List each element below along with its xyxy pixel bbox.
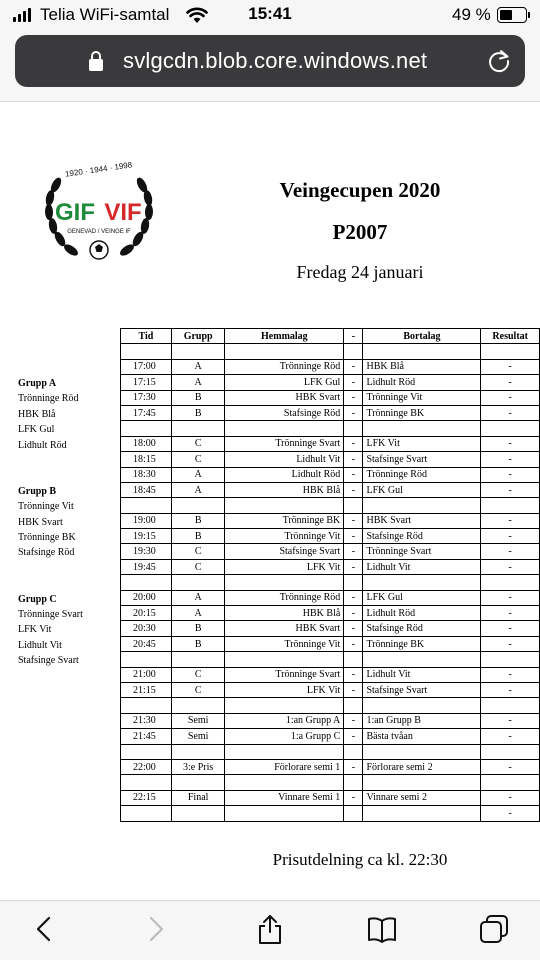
group-team: Trönninge BK bbox=[18, 532, 76, 544]
cell-tid: 21:30 bbox=[121, 713, 172, 728]
cell-hem bbox=[225, 806, 344, 821]
table-row bbox=[121, 390, 540, 405]
cell-res: - bbox=[481, 590, 540, 605]
table-row bbox=[121, 575, 540, 590]
prize-ceremony-text: Prisutdelning ca kl. 22:30 bbox=[272, 850, 448, 869]
cell-grupp: A bbox=[171, 606, 225, 621]
cell-dash: - bbox=[344, 544, 363, 559]
table-row bbox=[121, 775, 540, 790]
logo-years: 1920 · 1944 · 1998 bbox=[64, 160, 133, 179]
cell-bort bbox=[363, 698, 481, 713]
table-row bbox=[121, 621, 540, 636]
cell-res: - bbox=[481, 482, 540, 497]
cell-grupp: C bbox=[171, 544, 225, 559]
cell-tid: 19:15 bbox=[121, 529, 172, 544]
group-list bbox=[18, 376, 128, 669]
cell-hem: LFK Vit bbox=[225, 682, 344, 697]
cell-grupp: B bbox=[171, 636, 225, 651]
group-team: Stafsinge Svart bbox=[18, 655, 79, 667]
cell-bort: Bästa tvåan bbox=[363, 729, 481, 744]
cell-grupp bbox=[171, 498, 225, 513]
header-grupp: Grupp bbox=[171, 329, 225, 344]
cell-bort: Lidhult Röd bbox=[363, 606, 481, 621]
cell-tid bbox=[121, 421, 172, 436]
cell-dash bbox=[344, 652, 363, 667]
cell-dash: - bbox=[344, 359, 363, 374]
browser-header bbox=[0, 30, 540, 102]
address-bar[interactable] bbox=[15, 35, 525, 87]
document-title: Veingecupen 2020 bbox=[279, 178, 441, 202]
table-row bbox=[121, 759, 540, 774]
cell-res bbox=[481, 775, 540, 790]
cell-res bbox=[481, 575, 540, 590]
cell-hem bbox=[225, 652, 344, 667]
cell-tid: 20:00 bbox=[121, 590, 172, 605]
cell-tid: 19:30 bbox=[121, 544, 172, 559]
cell-tid: 17:45 bbox=[121, 405, 172, 420]
cell-res bbox=[481, 744, 540, 759]
cell-dash: - bbox=[344, 606, 363, 621]
cell-res bbox=[481, 698, 540, 713]
table-row bbox=[121, 606, 540, 621]
cell-res: - bbox=[481, 513, 540, 528]
cell-bort: HBK Blå bbox=[363, 359, 481, 374]
cell-hem bbox=[225, 421, 344, 436]
header-hemmalag: Hemmalag bbox=[225, 329, 344, 344]
cell-dash: - bbox=[344, 375, 363, 390]
header-tid: Tid bbox=[121, 329, 172, 344]
table-row bbox=[121, 698, 540, 713]
cell-bort: LFK Vit bbox=[363, 436, 481, 451]
cell-dash bbox=[344, 698, 363, 713]
cell-tid: 19:00 bbox=[121, 513, 172, 528]
cell-dash: - bbox=[344, 790, 363, 805]
cell-bort bbox=[363, 806, 481, 821]
cell-res: - bbox=[481, 636, 540, 651]
cell-grupp: B bbox=[171, 529, 225, 544]
cell-bort: Stafsinge Svart bbox=[363, 452, 481, 467]
group-team: Trönninge Svart bbox=[18, 609, 83, 621]
cell-tid bbox=[121, 698, 172, 713]
cell-tid: 17:30 bbox=[121, 390, 172, 405]
group-team: Stafsinge Röd bbox=[18, 547, 75, 559]
cell-tid: 21:00 bbox=[121, 667, 172, 682]
cell-grupp: 3:e Pris bbox=[171, 759, 225, 774]
cell-dash: - bbox=[344, 729, 363, 744]
cell-bort: Lidhult Vit bbox=[363, 559, 481, 574]
cell-bort: Vinnare semi 2 bbox=[363, 790, 481, 805]
cell-bort bbox=[363, 575, 481, 590]
cell-dash: - bbox=[344, 682, 363, 697]
table-row bbox=[121, 498, 540, 513]
group-title: Grupp A bbox=[18, 378, 57, 389]
table-row bbox=[121, 482, 540, 497]
cell-bort: Lidhult Röd bbox=[363, 375, 481, 390]
cell-dash: - bbox=[344, 559, 363, 574]
group-team: Lidhult Röd bbox=[18, 439, 67, 451]
cell-hem: Lidhult Vit bbox=[225, 452, 344, 467]
group-team: LFK Gul bbox=[18, 424, 55, 436]
browser-toolbar bbox=[0, 900, 540, 960]
cell-grupp: B bbox=[171, 405, 225, 420]
cell-grupp: A bbox=[171, 359, 225, 374]
reload-icon[interactable] bbox=[486, 48, 512, 74]
group-team: Trönninge Vit bbox=[18, 501, 74, 513]
cell-grupp bbox=[171, 421, 225, 436]
cell-res: - bbox=[481, 790, 540, 805]
table-row bbox=[121, 559, 540, 574]
table-row bbox=[121, 713, 540, 728]
group-team: HBK Svart bbox=[18, 516, 63, 528]
table-row bbox=[121, 636, 540, 651]
cell-res: - bbox=[481, 713, 540, 728]
bookmarks-icon[interactable] bbox=[366, 913, 398, 945]
tabs-icon[interactable] bbox=[478, 913, 510, 945]
cell-res: - bbox=[481, 559, 540, 574]
cell-bort: Lidhult Vit bbox=[363, 667, 481, 682]
cell-hem: HBK Svart bbox=[225, 390, 344, 405]
cell-bort: HBK Svart bbox=[363, 513, 481, 528]
table-row bbox=[121, 790, 540, 805]
carrier-name: Telia WiFi-samtal bbox=[40, 5, 170, 24]
cell-dash: - bbox=[344, 436, 363, 451]
cell-grupp: B bbox=[171, 621, 225, 636]
table-row bbox=[121, 436, 540, 451]
cell-grupp: C bbox=[171, 559, 225, 574]
cell-bort: Trönninge Vit bbox=[363, 390, 481, 405]
cell-hem: Trönninge Vit bbox=[225, 529, 344, 544]
cell-res: - bbox=[481, 405, 540, 420]
lock-icon bbox=[88, 50, 104, 72]
cell-dash: - bbox=[344, 636, 363, 651]
cell-res: - bbox=[481, 375, 540, 390]
battery-percent: 49 % bbox=[452, 5, 491, 24]
cell-tid bbox=[121, 744, 172, 759]
cell-hem bbox=[225, 775, 344, 790]
cell-res: - bbox=[481, 667, 540, 682]
cell-hem: HBK Blå bbox=[225, 482, 344, 497]
cell-tid: 19:45 bbox=[121, 559, 172, 574]
logo-gif: GIF bbox=[55, 199, 95, 226]
cell-grupp: C bbox=[171, 452, 225, 467]
status-bar bbox=[0, 0, 540, 30]
cell-res: - bbox=[481, 806, 540, 821]
back-icon[interactable] bbox=[28, 913, 60, 945]
cell-grupp bbox=[171, 698, 225, 713]
cell-tid: 18:30 bbox=[121, 467, 172, 482]
cell-bort bbox=[363, 775, 481, 790]
table-row bbox=[121, 590, 540, 605]
cell-res: - bbox=[481, 759, 540, 774]
cell-bort bbox=[363, 498, 481, 513]
cell-res: - bbox=[481, 390, 540, 405]
cell-dash: - bbox=[344, 452, 363, 467]
table-row bbox=[121, 467, 540, 482]
group-team: Lidhult Vit bbox=[18, 639, 62, 651]
cell-hem: 1:a Grupp C bbox=[225, 729, 344, 744]
cell-dash bbox=[344, 775, 363, 790]
document-class: P2007 bbox=[332, 220, 388, 244]
wifi-icon bbox=[186, 6, 208, 24]
cell-hem: Trönninge Svart bbox=[225, 436, 344, 451]
cell-tid bbox=[121, 344, 172, 359]
table-row bbox=[121, 513, 540, 528]
cell-grupp bbox=[171, 575, 225, 590]
document-date: Fredag 24 januari bbox=[296, 262, 424, 282]
group-title: Grupp B bbox=[18, 485, 57, 497]
cell-grupp bbox=[171, 344, 225, 359]
header-dash: - bbox=[344, 329, 363, 344]
cell-tid: 17:15 bbox=[121, 375, 172, 390]
logo-vif: VIF bbox=[104, 199, 142, 226]
cell-grupp: A bbox=[171, 375, 225, 390]
cell-grupp bbox=[171, 744, 225, 759]
cell-grupp: B bbox=[171, 513, 225, 528]
table-row bbox=[121, 652, 540, 667]
battery-level bbox=[500, 10, 512, 20]
table-header-row bbox=[121, 329, 540, 344]
cell-res: - bbox=[481, 544, 540, 559]
url-text[interactable]: svlgcdn.blob.core.windows.net bbox=[123, 48, 428, 73]
cell-hem: Lidhult Röd bbox=[225, 467, 344, 482]
cell-bort bbox=[363, 744, 481, 759]
cell-tid bbox=[121, 498, 172, 513]
cell-hem: Stafsinge Svart bbox=[225, 544, 344, 559]
cell-hem: Förlorare semi 1 bbox=[225, 759, 344, 774]
cell-res bbox=[481, 652, 540, 667]
cell-dash bbox=[344, 421, 363, 436]
cell-bort: LFK Gul bbox=[363, 482, 481, 497]
pdf-document bbox=[0, 102, 540, 900]
cell-hem: Trönninge Vit bbox=[225, 636, 344, 651]
cell-res: - bbox=[481, 436, 540, 451]
table-row bbox=[121, 421, 540, 436]
cell-grupp: Semi bbox=[171, 729, 225, 744]
cell-res bbox=[481, 344, 540, 359]
cell-dash: - bbox=[344, 621, 363, 636]
group-team: LFK Vit bbox=[18, 624, 52, 636]
cell-tid bbox=[121, 775, 172, 790]
group-team: HBK Blå bbox=[18, 408, 56, 420]
cell-hem: 1:an Grupp A bbox=[225, 713, 344, 728]
cell-res: - bbox=[481, 359, 540, 374]
table-row bbox=[121, 544, 540, 559]
table-row bbox=[121, 452, 540, 467]
cell-tid bbox=[121, 575, 172, 590]
cell-bort: Stafsinge Svart bbox=[363, 682, 481, 697]
cell-tid: 22:00 bbox=[121, 759, 172, 774]
cell-res bbox=[481, 498, 540, 513]
cell-grupp: A bbox=[171, 482, 225, 497]
table-row bbox=[121, 375, 540, 390]
cell-dash bbox=[344, 744, 363, 759]
table-row bbox=[121, 667, 540, 682]
cell-tid bbox=[121, 806, 172, 821]
cell-grupp bbox=[171, 652, 225, 667]
cell-dash: - bbox=[344, 482, 363, 497]
club-logo bbox=[34, 154, 164, 274]
logo-motto: GENEVAD / VEINGE IF bbox=[67, 229, 131, 235]
table-row bbox=[121, 405, 540, 420]
cell-bort: Trönninge Svart bbox=[363, 544, 481, 559]
cell-tid: 21:15 bbox=[121, 682, 172, 697]
cell-res: - bbox=[481, 606, 540, 621]
cell-dash bbox=[344, 498, 363, 513]
group-title: Grupp C bbox=[18, 593, 57, 605]
cell-dash: - bbox=[344, 513, 363, 528]
cell-bort: Förlorare semi 2 bbox=[363, 759, 481, 774]
cell-dash: - bbox=[344, 467, 363, 482]
cell-tid: 18:15 bbox=[121, 452, 172, 467]
cell-tid: 17:00 bbox=[121, 359, 172, 374]
cell-dash: - bbox=[344, 590, 363, 605]
cell-hem bbox=[225, 575, 344, 590]
cell-hem bbox=[225, 344, 344, 359]
cell-dash bbox=[344, 806, 363, 821]
cell-grupp bbox=[171, 806, 225, 821]
cell-dash bbox=[344, 344, 363, 359]
cell-grupp: C bbox=[171, 667, 225, 682]
cell-dash: - bbox=[344, 759, 363, 774]
cell-hem: LFK Vit bbox=[225, 559, 344, 574]
cell-bort bbox=[363, 344, 481, 359]
cell-res bbox=[481, 421, 540, 436]
cell-hem: Trönninge BK bbox=[225, 513, 344, 528]
cell-bort bbox=[363, 421, 481, 436]
table-row bbox=[121, 806, 540, 821]
cell-tid bbox=[121, 652, 172, 667]
cell-tid: 18:45 bbox=[121, 482, 172, 497]
cell-dash: - bbox=[344, 405, 363, 420]
cell-hem: Trönninge Svart bbox=[225, 667, 344, 682]
cell-grupp bbox=[171, 775, 225, 790]
cell-bort: Stafsinge Röd bbox=[363, 529, 481, 544]
table-row bbox=[121, 729, 540, 744]
cell-hem: Vinnare Semi 1 bbox=[225, 790, 344, 805]
cell-res: - bbox=[481, 529, 540, 544]
cell-dash: - bbox=[344, 713, 363, 728]
cell-bort: Trönninge Röd bbox=[363, 467, 481, 482]
cell-dash: - bbox=[344, 667, 363, 682]
cell-tid: 20:15 bbox=[121, 606, 172, 621]
cell-grupp: C bbox=[171, 436, 225, 451]
cell-hem bbox=[225, 698, 344, 713]
cell-bort: Stafsinge Röd bbox=[363, 621, 481, 636]
cell-res: - bbox=[481, 467, 540, 482]
table-row bbox=[121, 682, 540, 697]
cell-dash: - bbox=[344, 390, 363, 405]
cell-tid: 22:15 bbox=[121, 790, 172, 805]
cell-grupp: A bbox=[171, 590, 225, 605]
forward-icon[interactable] bbox=[140, 913, 172, 945]
table-row bbox=[121, 344, 540, 359]
cell-hem: LFK Gul bbox=[225, 375, 344, 390]
cell-hem: Trönninge Röd bbox=[225, 590, 344, 605]
signal-icon bbox=[13, 8, 33, 22]
group-team: Trönninge Röd bbox=[18, 393, 79, 405]
cell-hem: Stafsinge Röd bbox=[225, 405, 344, 420]
cell-bort: 1:an Grupp B bbox=[363, 713, 481, 728]
cell-bort: Trönninge BK bbox=[363, 405, 481, 420]
cell-grupp: Final bbox=[171, 790, 225, 805]
cell-tid: 20:30 bbox=[121, 621, 172, 636]
cell-bort: LFK Gul bbox=[363, 590, 481, 605]
table-row bbox=[121, 744, 540, 759]
table-row bbox=[121, 359, 540, 374]
cell-res: - bbox=[481, 729, 540, 744]
cell-bort: Trönninge BK bbox=[363, 636, 481, 651]
header-resultat: Resultat bbox=[481, 329, 540, 344]
header-bortalag: Bortalag bbox=[363, 329, 481, 344]
cell-tid: 20:45 bbox=[121, 636, 172, 651]
cell-res: - bbox=[481, 621, 540, 636]
cell-dash: - bbox=[344, 529, 363, 544]
cell-tid: 21:45 bbox=[121, 729, 172, 744]
cell-res: - bbox=[481, 452, 540, 467]
cell-tid: 18:00 bbox=[121, 436, 172, 451]
table-row bbox=[121, 529, 540, 544]
schedule-table bbox=[120, 328, 540, 822]
cell-hem: Trönninge Röd bbox=[225, 359, 344, 374]
cell-hem: HBK Svart bbox=[225, 621, 344, 636]
cell-hem: HBK Blå bbox=[225, 606, 344, 621]
cell-grupp: B bbox=[171, 390, 225, 405]
cell-grupp: Semi bbox=[171, 713, 225, 728]
cell-dash bbox=[344, 575, 363, 590]
cell-grupp: A bbox=[171, 467, 225, 482]
clock: 15:41 bbox=[248, 4, 292, 23]
cell-res: - bbox=[481, 682, 540, 697]
cell-bort bbox=[363, 652, 481, 667]
cell-grupp: C bbox=[171, 682, 225, 697]
cell-hem bbox=[225, 744, 344, 759]
share-icon[interactable] bbox=[254, 913, 286, 945]
battery-icon bbox=[497, 7, 527, 23]
cell-hem bbox=[225, 498, 344, 513]
